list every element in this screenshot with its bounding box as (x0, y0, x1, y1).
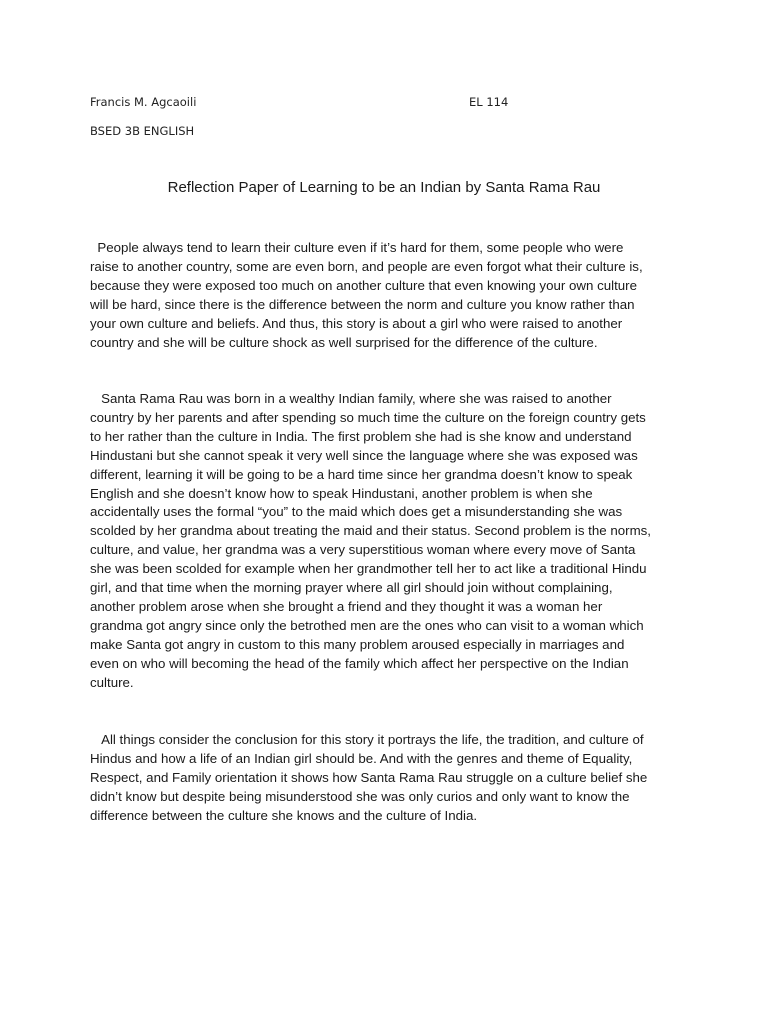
text-line: will be hard, since there is the difference between the norm and culture you know rather than (90, 296, 635, 312)
text-line: People always tend to learn their culture even if it’s hard for them, some people who were (90, 240, 624, 255)
text-line: different, learning it will be going to be a hard time since her grandma doesn’t know to speak (90, 466, 633, 482)
text-line: didn’t know but despite being misunderstood she was only curios and only want to know the (90, 788, 630, 804)
paragraph-body (90, 390, 680, 693)
author-name: Francis M. Agcaoili (90, 95, 197, 109)
text-line: Santa Rama Rau was born in a wealthy Indian family, where she was raised to another (90, 391, 612, 406)
text-line: raise to another country, some are even born, and people are even forgot what their culture is, (90, 258, 643, 274)
text-line: All things consider the conclusion for this story it portrays the life, the tradition, and culture of (90, 732, 644, 747)
text-line: girl, and that time when the morning prayer where all girl should join without complaining, (90, 580, 613, 596)
text-line: difference between the culture she knows and the culture of India. (90, 807, 478, 823)
text-line: culture. (90, 674, 134, 690)
text-line: culture, and value, her grandma was a very superstitious woman where every move of Santa (90, 542, 636, 558)
text-line: make Santa got angry in custom to this many problem aroused especially in marriages and (90, 636, 625, 652)
paragraph-conclusion (90, 731, 680, 826)
text-line: accidentally uses the formal “you” to the maid which does get a misunderstanding she was (90, 504, 623, 520)
paragraph-introduction (90, 239, 680, 352)
text-line: even on who will becoming the head of the family which affect her perspective on the Indian (90, 655, 629, 671)
text-line: to her rather than the culture in India. The first problem she had is she know and understand (90, 428, 632, 444)
text-line: country by her parents and after spending so much time the culture on the foreign country gets (90, 409, 646, 425)
text-line: grandma got angry since only the betrothed men are the ones who can visit to a woman which (90, 617, 644, 633)
text-line: your own culture and beliefs. And thus, this story is about a girl who were raised to another (90, 315, 623, 331)
text-line: another problem arose when she brought a friend and they thought it was a woman her (90, 598, 603, 614)
document-title: Reflection Paper of Learning to be an Indian by Santa Rama Rau (167, 179, 601, 196)
class-section: BSED 3B ENGLISH (90, 124, 195, 138)
text-line: Hindustani but she cannot speak it very well since the language where she was exposed was (90, 447, 638, 463)
text-line: Respect, and Family orientation it shows how Santa Rama Rau struggle on a culture belief she (90, 769, 648, 785)
text-line: English and she doesn’t know how to speak Hindustani, another problem is when she (90, 485, 593, 501)
text-line: she was been scolded for example when her grandmother tell her to act like a traditional Hindu (90, 561, 647, 577)
text-line: country and she will be culture shock as well surprised for the difference of the culture. (90, 334, 598, 350)
text-line: because they were exposed too much on another culture that even knowing your own culture (90, 277, 637, 293)
course-code: EL 114 (469, 95, 509, 109)
text-line: Hindus and how a life of an Indian girl should be. And with the genres and theme of Equality, (90, 750, 633, 766)
text-line: scolded by her grandma about treating the maid and their status. Second problem is the norms, (90, 523, 652, 539)
